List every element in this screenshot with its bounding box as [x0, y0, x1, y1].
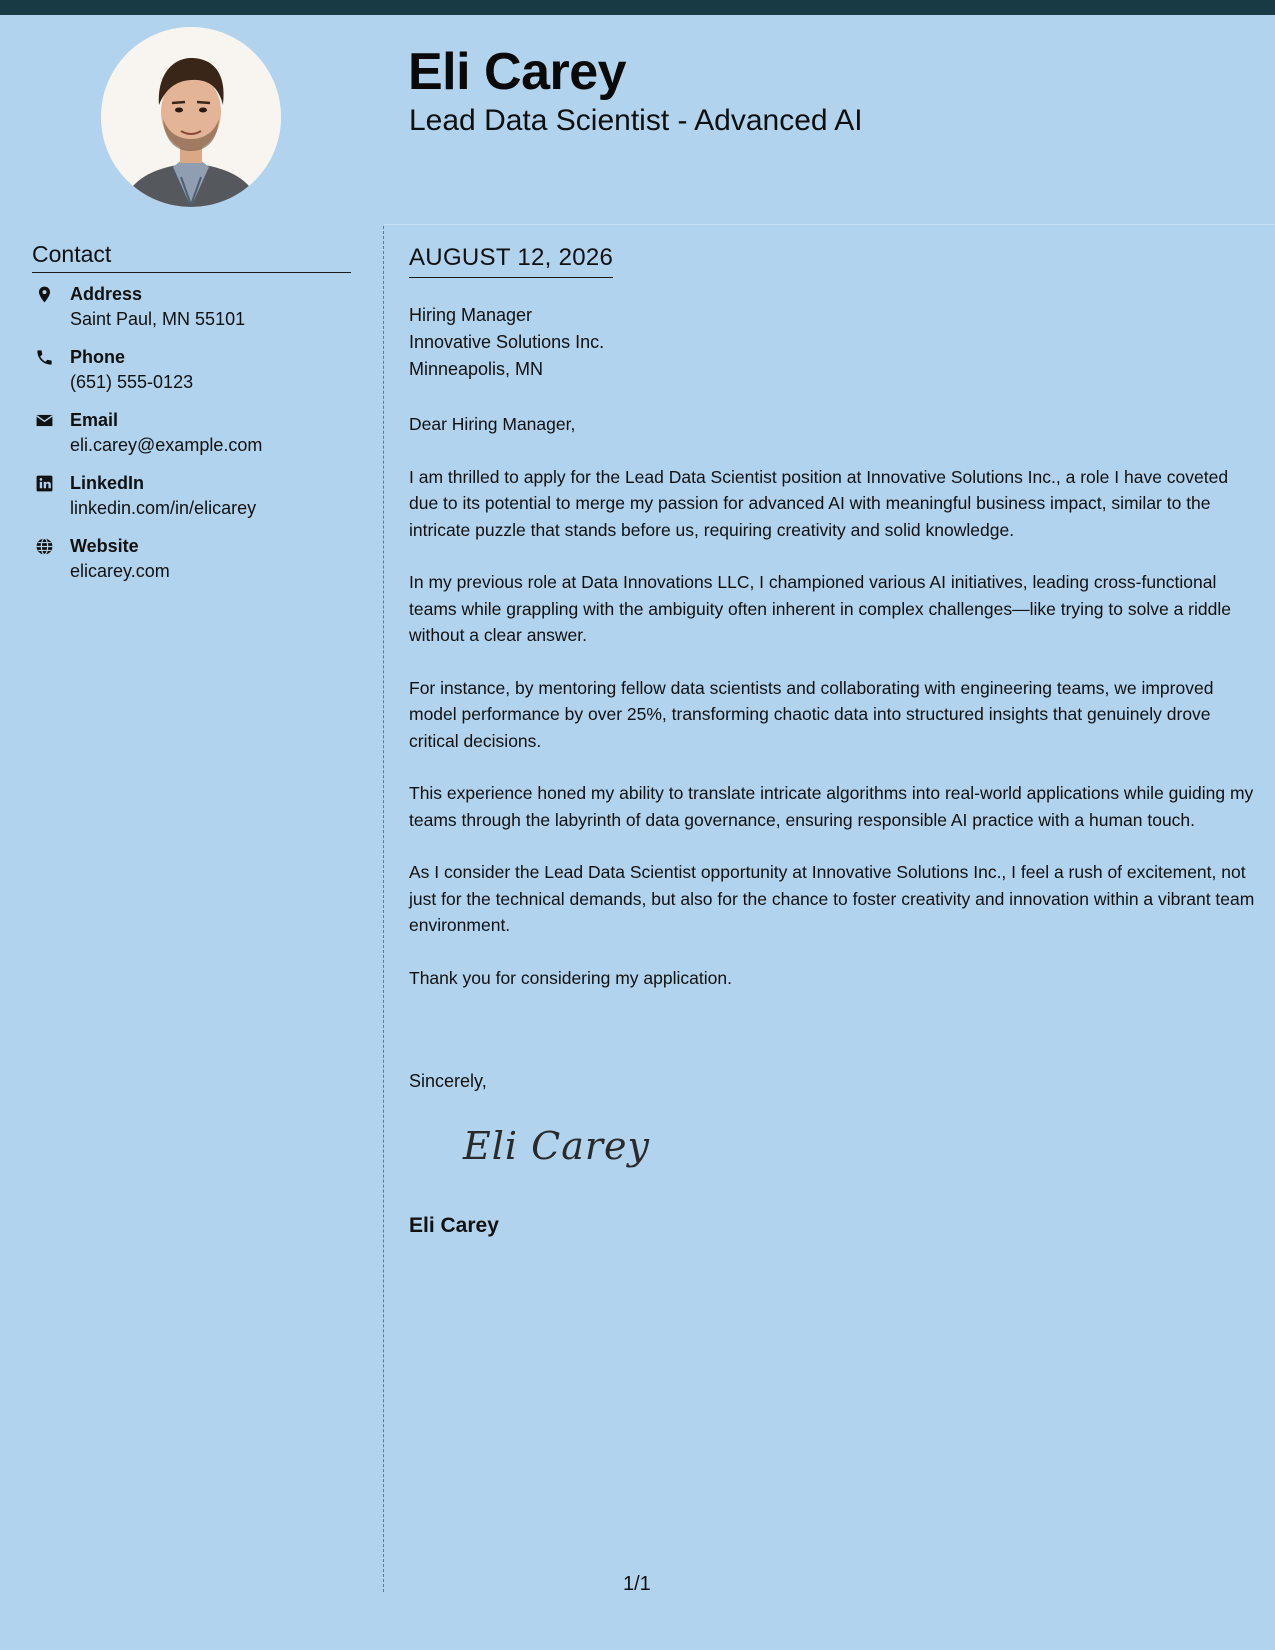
- globe-icon: [35, 537, 54, 556]
- contact-label: Website: [70, 536, 139, 556]
- handwritten-signature: Eli Carey: [463, 1124, 650, 1168]
- contact-heading: Contact: [32, 241, 351, 273]
- job-title: Lead Data Scientist - Advanced AI: [409, 104, 863, 137]
- profile-photo: [101, 27, 281, 207]
- map-pin-icon: [35, 285, 54, 304]
- address-value: Saint Paul, MN 55101: [70, 309, 246, 329]
- contact-label: LinkedIn: [70, 473, 145, 493]
- recipient-line: Hiring Manager: [409, 305, 533, 325]
- linkedin-icon: [35, 474, 54, 493]
- recipient-line: Minneapolis, MN: [409, 359, 544, 379]
- recipient-block: [409, 302, 604, 383]
- candidate-name: Eli Carey: [408, 43, 627, 101]
- closing: Sincerely,: [409, 1071, 487, 1091]
- contact-linkedin: [32, 473, 362, 536]
- website-value[interactable]: elicarey.com: [70, 561, 170, 581]
- letter-body: [409, 411, 1257, 1017]
- linkedin-value[interactable]: linkedin.com/in/elicarey: [70, 498, 257, 518]
- recipient-line: Innovative Solutions Inc.: [409, 332, 605, 352]
- salutation: Dear Hiring Manager,: [409, 414, 576, 434]
- contact-list: [32, 284, 362, 599]
- body-paragraph: As I consider the Lead Data Scientist opportunity at Innovative Solutions Inc., I feel a rush of excitement, not just for the technical demands, but also for the chance to foster creativity and innovation within a vibrant team environment.: [409, 862, 1255, 935]
- body-paragraph: In my previous role at Data Innovations LLC, I championed various AI initiatives, leading cross-functional teams while grappling with the ambiguity often inherent in complex challenges—like trying to solve a riddle without a clear answer.: [409, 572, 1231, 645]
- header-divider: [384, 224, 1275, 225]
- top-bar: [0, 0, 1275, 15]
- signed-name: Eli Carey: [409, 1214, 499, 1237]
- body-paragraph: For instance, by mentoring fellow data scientists and collaborating with engineering teams, we improved model performance by over 25%, transforming chaotic data into structured insights that genuinely drove critical decisions.: [409, 677, 1214, 751]
- envelope-icon: [35, 411, 54, 430]
- body-paragraph: Thank you for considering my application.: [409, 967, 732, 988]
- contact-email: [32, 410, 362, 473]
- body-paragraph: This experience honed my ability to translate intricate algorithms into real-world applications while guiding my teams through the labyrinth of data governance, ensuring responsible AI practice with a human touch.: [409, 783, 1254, 830]
- contact-label: Address: [70, 284, 143, 304]
- contact-label: Phone: [70, 347, 126, 367]
- page-number: 1/1: [623, 1573, 651, 1595]
- email-value[interactable]: eli.carey@example.com: [70, 435, 263, 455]
- body-paragraph: I am thrilled to apply for the Lead Data Scientist position at Innovative Solutions Inc., a role I have coveted due to its potential to merge my passion for advanced AI with meaningful business impact, similar to the intricate puzzle that stands before us, requiring creativity and solid knowledge.: [409, 466, 1229, 540]
- contact-website: [32, 536, 362, 599]
- letter-date: AUGUST 12, 2026: [409, 244, 613, 278]
- phone-value[interactable]: (651) 555-0123: [70, 372, 194, 392]
- contact-label: Email: [70, 410, 119, 430]
- phone-icon: [35, 348, 54, 367]
- contact-address: [32, 284, 362, 347]
- column-divider: [383, 226, 384, 1592]
- contact-phone: [32, 347, 362, 410]
